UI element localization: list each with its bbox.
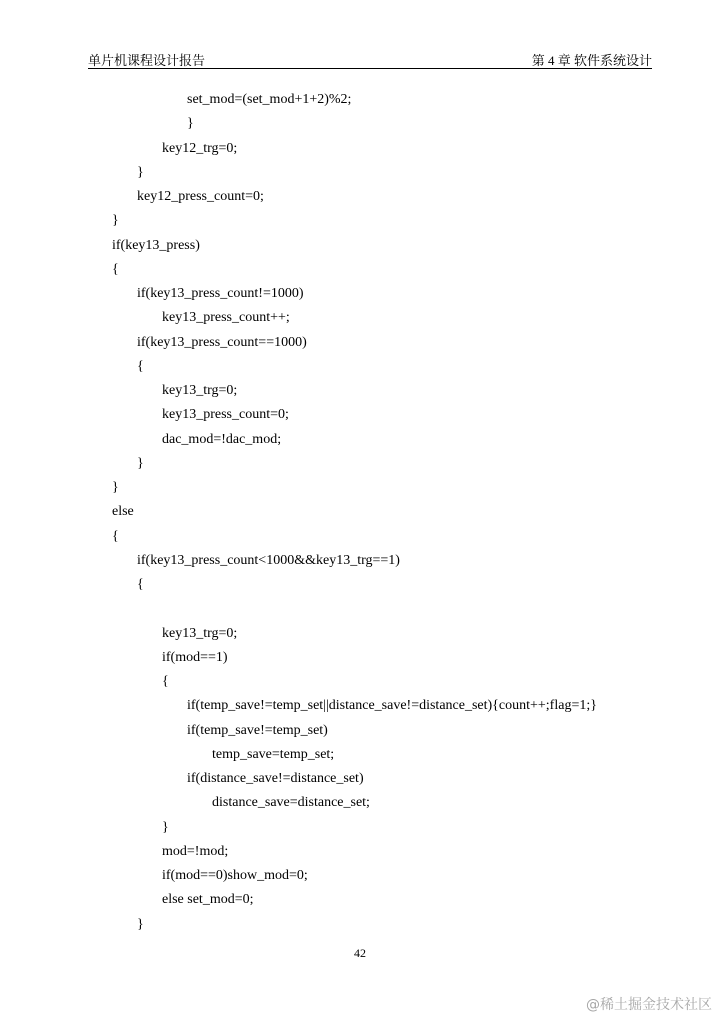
- code-line: {: [162, 674, 169, 689]
- code-line: }: [137, 164, 144, 180]
- code-line: }: [112, 213, 119, 229]
- code-line: else set_mod=0;: [162, 892, 254, 908]
- code-line: {: [137, 358, 144, 374]
- code-line: mod=!mod;: [162, 843, 229, 859]
- code-line: key13_press_count=0;: [162, 407, 289, 423]
- code-line: temp_save=temp_set;: [212, 746, 335, 762]
- code-line: dac_mod=!dac_mod;: [162, 431, 282, 447]
- code-line: }: [162, 819, 169, 835]
- page-header: [88, 50, 652, 66]
- code-line: distance_save=distance_set;: [212, 795, 370, 811]
- code-line: if(temp_save!=temp_set): [187, 722, 328, 738]
- code-line: if(mod==0)show_mod=0;: [162, 868, 308, 883]
- code-line: {: [112, 261, 119, 277]
- code-line: }: [137, 916, 144, 932]
- code-line: }: [187, 116, 194, 132]
- code-line: {: [137, 577, 144, 592]
- page-number: 42: [354, 946, 366, 960]
- code-line: if(key13_press_count!=1000): [137, 286, 304, 301]
- watermark: @稀土掘金技术社区: [586, 997, 712, 1013]
- code-line: key13_trg=0;: [162, 625, 238, 641]
- header-chapter: 第 4 章 软件系统设计: [531, 53, 652, 68]
- code-line: if(key13_press_count==1000): [137, 334, 307, 350]
- code-line: set_mod=(set_mod+1+2)%2;: [187, 92, 352, 107]
- code-line: {: [112, 528, 119, 544]
- code-line: if(mod==1): [162, 649, 228, 665]
- code-line: key13_press_count++;: [162, 310, 290, 326]
- code-line: if(distance_save!=distance_set): [187, 771, 364, 786]
- header-title: 单片机课程设计报告: [88, 53, 206, 68]
- code-line: else: [112, 504, 134, 520]
- code-line: key12_press_count=0;: [137, 189, 264, 204]
- header-rule: [88, 68, 652, 69]
- code-line: }: [137, 455, 144, 471]
- code-line: key13_trg=0;: [162, 383, 238, 398]
- code-line: }: [112, 480, 119, 495]
- code-line: if(key13_press): [112, 237, 200, 253]
- code-line: key12_trg=0;: [162, 140, 238, 156]
- code-line: if(key13_press_count<1000&&key13_trg==1): [137, 552, 400, 568]
- code-line: if(temp_save!=temp_set||distance_save!=distance_set){count++;flag=1;}: [187, 698, 597, 714]
